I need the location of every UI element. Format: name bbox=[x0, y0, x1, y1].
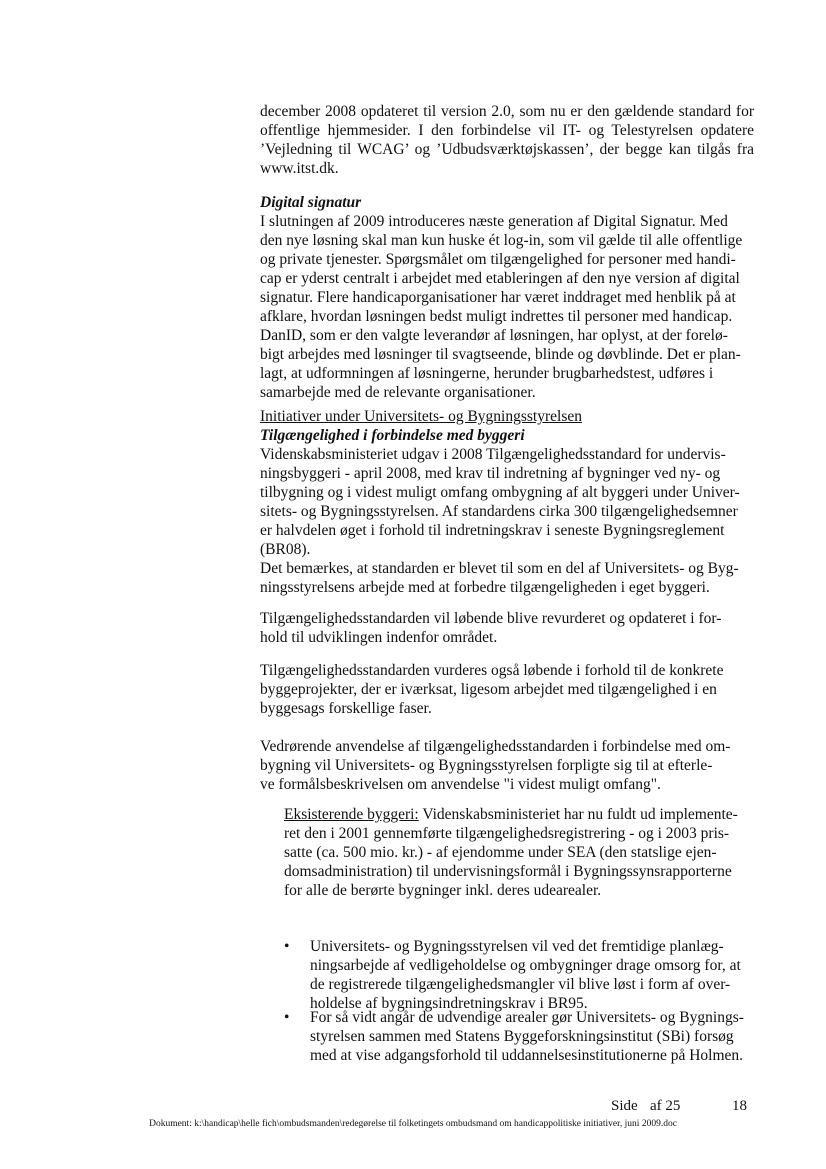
text-line: DanID, som er den valgte leverandør af løsningen, har oplyst, at der forelø- bbox=[260, 327, 728, 344]
text-line: bigt arbejdes med løsninger til svagtseende, blinde og døvblinde. Det er plan- bbox=[260, 346, 741, 363]
eksisterende-first-line: Videnskabsministeriet har nu fuldt ud implemente- bbox=[422, 806, 738, 823]
text-line bbox=[284, 805, 748, 824]
text-line: ret den i 2001 gennemførte tilgængelighedsregistrering - og i 2003 pris- bbox=[284, 825, 730, 842]
text-line: bygning vil Universitets- og Bygningsstyrelsen forpligte sig til at efterle- bbox=[260, 757, 713, 774]
list-item-text bbox=[310, 1008, 746, 1065]
text-line: for alle de berørte bygninger inkl. deres udearealer. bbox=[284, 882, 602, 899]
text-line: ningsarbejde af vedligeholdelse og ombygninger drage omsorg for, at bbox=[310, 957, 741, 974]
section-heading: Digital signatur bbox=[260, 194, 362, 211]
text-line: er halvdelen øget i forhold til indretningskrav i seneste Bygningsreglement bbox=[260, 522, 725, 539]
text-line: domsadministration) til undervisningsformål i Bygningssynsrapporterne bbox=[284, 863, 732, 880]
text-line: cap er yderst centralt i arbejdet med etableringen af den nye version af digital bbox=[260, 270, 740, 287]
section-heading: Tilgængelighed i forbindelse med byggeri bbox=[260, 427, 525, 444]
text-line: lagt, at udformningen af løsningerne, herunder brugbarhedstest, udføres i bbox=[260, 365, 714, 382]
intro-paragraph bbox=[260, 102, 754, 178]
bullet-icon: • bbox=[284, 938, 290, 955]
section-title: Initiativer under Universitets- og Bygningsstyrelsen bbox=[260, 408, 582, 425]
text-line: byggesags forskellige faser. bbox=[260, 700, 432, 717]
text-line: afklare, hvordan løsningen bedst muligt indrettes til personer med handicap. bbox=[260, 308, 733, 325]
text-line: ningsstyrelsens arbejde med at forbedre tilgængeligheden i eget byggeri. bbox=[260, 579, 710, 596]
digital-signatur-section bbox=[260, 193, 754, 402]
text-line: offentlige hjemmesider. I den forbindelse vil IT- og Telestyrelsen opdatere bbox=[260, 122, 754, 139]
list-item-text bbox=[310, 937, 746, 1013]
eksisterende-byggeri-paragraph bbox=[284, 805, 748, 900]
text-line: signatur. Flere handicaporganisationer har været inddraget med henblik på at bbox=[260, 289, 736, 306]
text-line: Tilgængelighedsstandarden vurderes også løbende i forhold til de konkrete bbox=[260, 662, 724, 679]
text-line: For så vidt angår de udvendige arealer gør Universitets- og Bygnings- bbox=[310, 1009, 744, 1026]
text-line: byggeprojekter, der er iværksat, ligesom arbejdet med tilgængelighed i en bbox=[260, 681, 717, 698]
text-line: www.itst.dk. bbox=[260, 160, 339, 177]
list-item bbox=[284, 1008, 754, 1068]
text-line: tilbygning og i videst muligt omfang ombygning af alt byggeri under Univer- bbox=[260, 484, 740, 501]
text-line: Vedrørende anvendelse af tilgængelighedsstandarden i forbindelse med om- bbox=[260, 738, 731, 755]
text-line: satte (ca. 500 mio. kr.) - af ejendomme under SEA (den statslige ejen- bbox=[284, 844, 717, 861]
text-line: ve formålsbeskrivelsen om anvendelse "i videst muligt omfang". bbox=[260, 776, 661, 793]
revurderet-paragraph bbox=[260, 609, 754, 647]
text-line: I slutningen af 2009 introduceres næste generation af Digital Signatur. Med bbox=[260, 213, 728, 230]
document-path: Dokument: k:\handicap\helle fich\ombudsmanden\redegørelse til folketingets ombudsmand om handicappolitiske initiativer, juni 2009.doc bbox=[149, 1119, 677, 1129]
text-line: Universitets- og Bygningsstyrelsen vil ved det fremtidige planlæg- bbox=[310, 938, 724, 955]
text-line: ningsbyggeri - april 2008, med krav til indretning af bygninger ved ny- og bbox=[260, 465, 721, 482]
text-line: de registrerede tilgængelighedsmangler vil blive løst i form af over- bbox=[310, 976, 731, 993]
text-line: (BR08). bbox=[260, 541, 311, 558]
text-line: ’Vejledning til WCAG’ og ’Udbudsværktøjskassen’, der begge kan tilgås fra bbox=[260, 141, 754, 158]
anvendelse-paragraph bbox=[260, 737, 754, 794]
text-line: Tilgængelighedsstandarden vil løbende blive revurderet og opdateret i for- bbox=[260, 610, 722, 627]
text-line: med at vise adgangsforhold til uddannelsesinstitutionerne på Holmen. bbox=[310, 1047, 744, 1064]
text-line: sitets- og Bygningsstyrelsen. Af standardens cirka 300 tilgængelighedsemner bbox=[260, 503, 738, 520]
initiativer-section bbox=[260, 407, 754, 597]
text-line: samarbejde med de relevante organisationer. bbox=[260, 384, 536, 401]
text-line: den nye løsning skal man kun huske ét log-in, som vil gælde til alle offentlige bbox=[260, 232, 743, 249]
page-number: 18 bbox=[732, 1098, 747, 1114]
bullet-icon: • bbox=[284, 1009, 290, 1026]
eksisterende-label: Eksisterende byggeri: bbox=[284, 806, 419, 823]
text-line: styrelsen sammen med Statens Byggeforskningsinstitut (SBi) forsøg bbox=[310, 1028, 734, 1045]
text-line: og private tjenester. Spørgsmålet om tilgængelighed for personer med handi- bbox=[260, 251, 736, 268]
page-total: af 25 bbox=[650, 1098, 681, 1114]
text-line: holdelse af bygningsindretningskrav i BR95. bbox=[310, 995, 588, 1012]
text-line: Videnskabsministeriet udgav i 2008 Tilgængelighedsstandard for undervis- bbox=[260, 446, 726, 463]
text-line: december 2008 opdateret til version 2.0, som nu er den gældende standard for bbox=[260, 103, 754, 120]
vurderes-paragraph bbox=[260, 661, 754, 718]
list-item bbox=[284, 937, 754, 1017]
side-label: Side bbox=[611, 1098, 638, 1114]
text-line: Det bemærkes, at standarden er blevet til som en del af Universitets- og Byg- bbox=[260, 560, 739, 577]
text-line: hold til udviklingen indenfor området. bbox=[260, 629, 498, 646]
